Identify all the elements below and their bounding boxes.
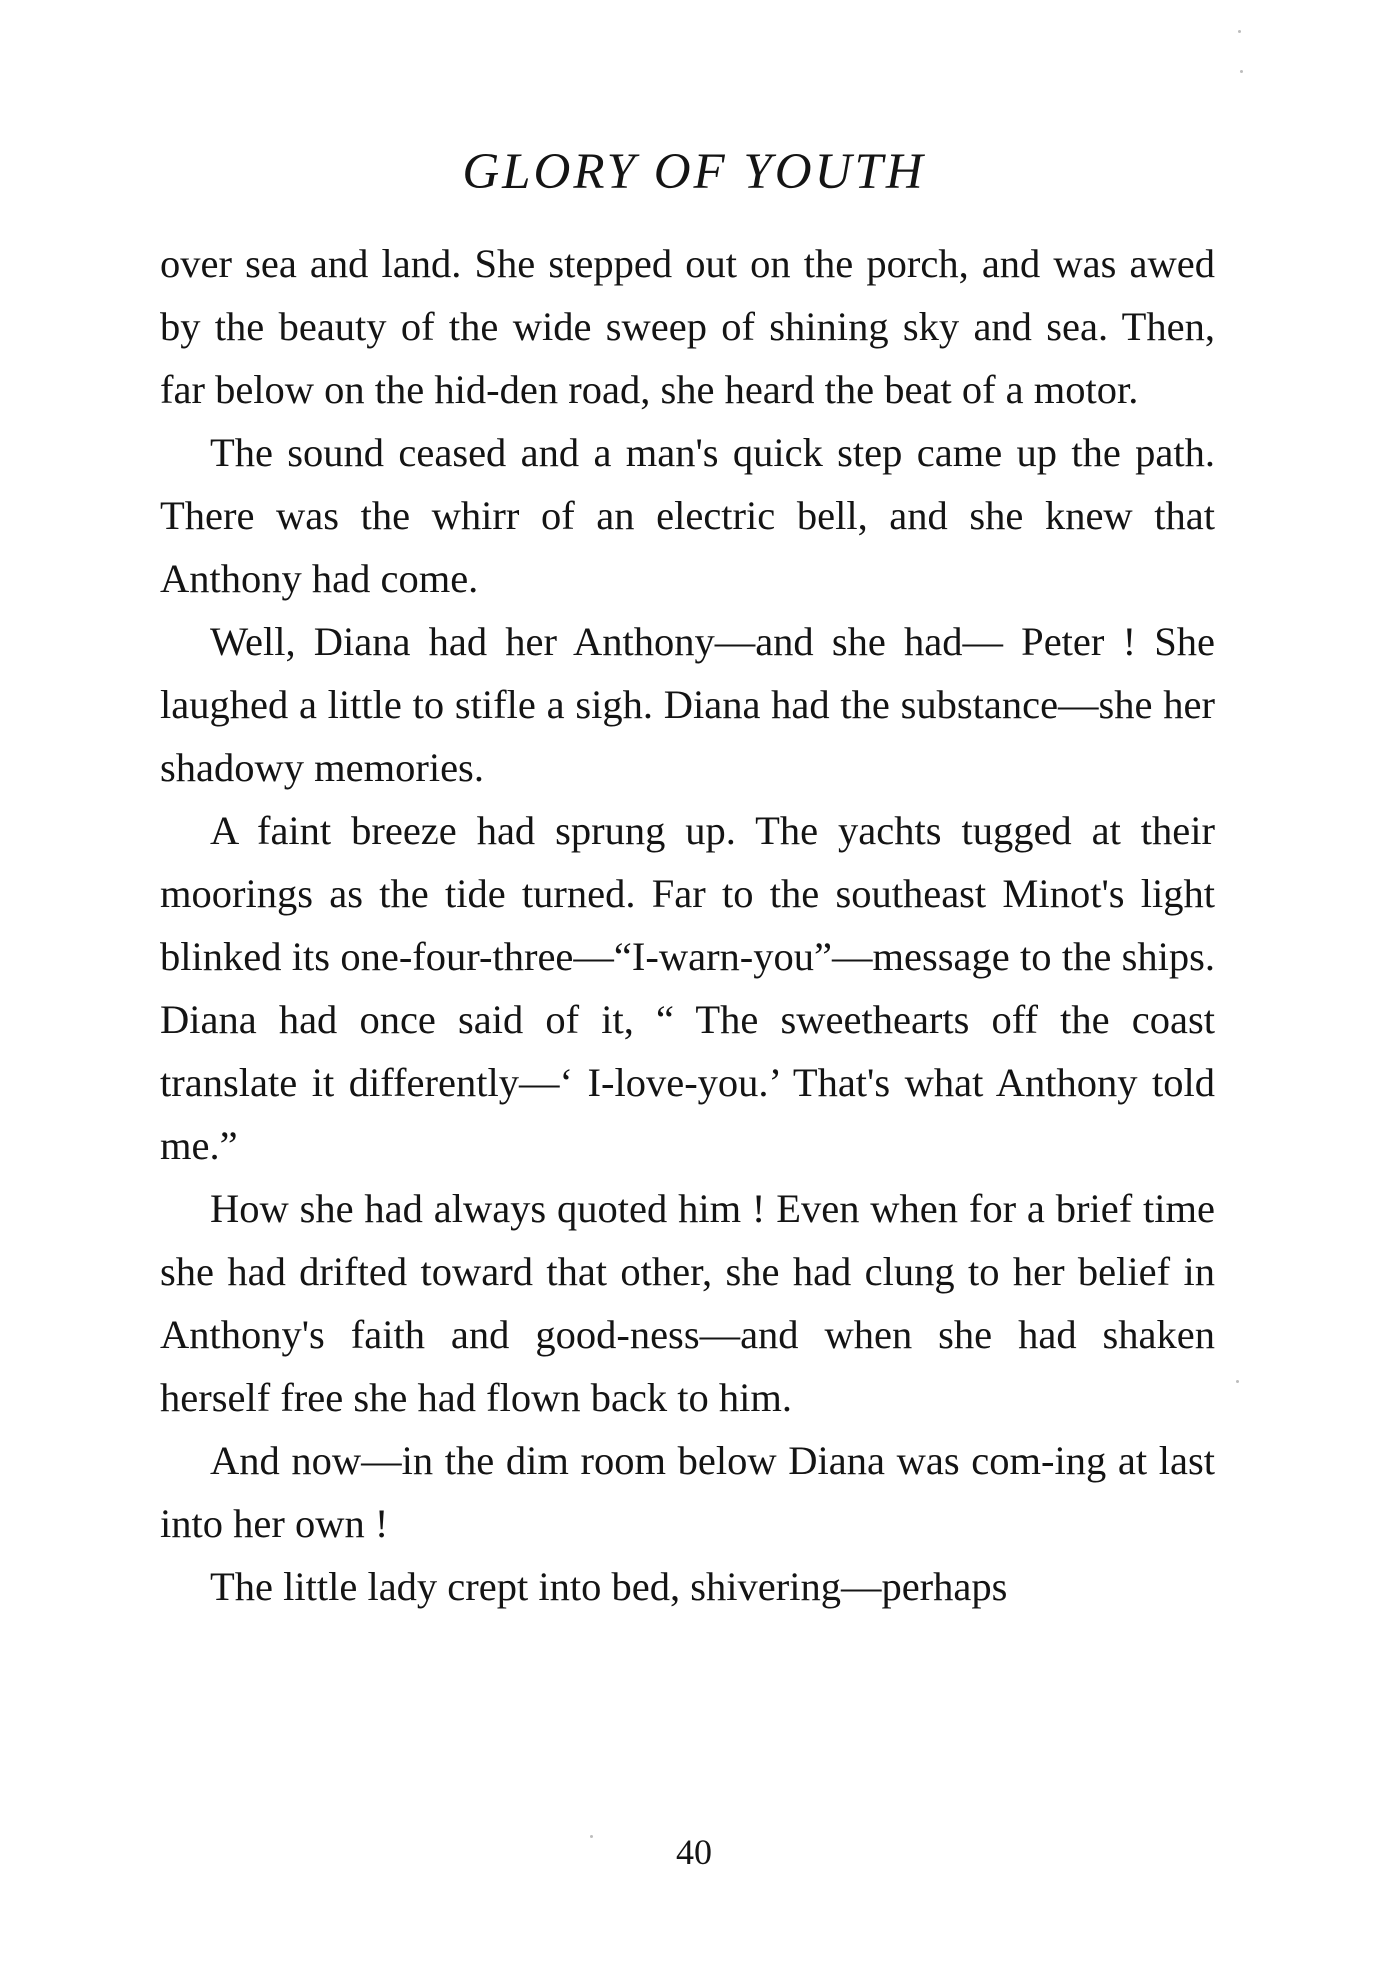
running-head: GLORY OF YOUTH	[462, 144, 926, 200]
body-text	[160, 232, 1215, 1618]
paragraph: over sea and land. She stepped out on the porch, and was awed by the beauty of the wide sweep of shining sky and sea. Then, far below on the hid-den road, she heard the beat of a motor.	[160, 241, 1215, 412]
scan-speck	[1236, 1380, 1239, 1383]
scan-speck	[1240, 70, 1243, 73]
paragraph: And now—in the dim room below Diana was com-ing at last into her own !	[160, 1438, 1215, 1546]
paragraph: The little lady crept into bed, shivering—perhaps	[210, 1564, 1008, 1609]
paragraph: A faint breeze had sprung up. The yachts tugged at their moorings as the tide turned. Far to the southeast Minot's light blinked its one-four-three—“I-warn-you”—message to the ships. Diana had once said of it, “ The sweethearts off the coast translate it differently—‘ I-love-you.’ That's what Anthony told me.”	[160, 808, 1215, 1168]
scan-speck	[1238, 30, 1241, 33]
paragraph: Well, Diana had her Anthony—and she had— Peter ! She laughed a little to stifle a sigh. Diana had the substance—she her shadowy memories.	[160, 619, 1215, 790]
paragraph: How she had always quoted him ! Even when for a brief time she had drifted toward that other, she had clung to her belief in Anthony's faith and good-ness—and when she had shaken herself free she had flown back to him.	[160, 1186, 1215, 1420]
page-number: 40	[676, 1832, 712, 1872]
paragraph: The sound ceased and a man's quick step came up the path. There was the whirr of an electric bell, and she knew that Anthony had come.	[160, 430, 1215, 601]
scan-speck	[590, 1835, 593, 1838]
